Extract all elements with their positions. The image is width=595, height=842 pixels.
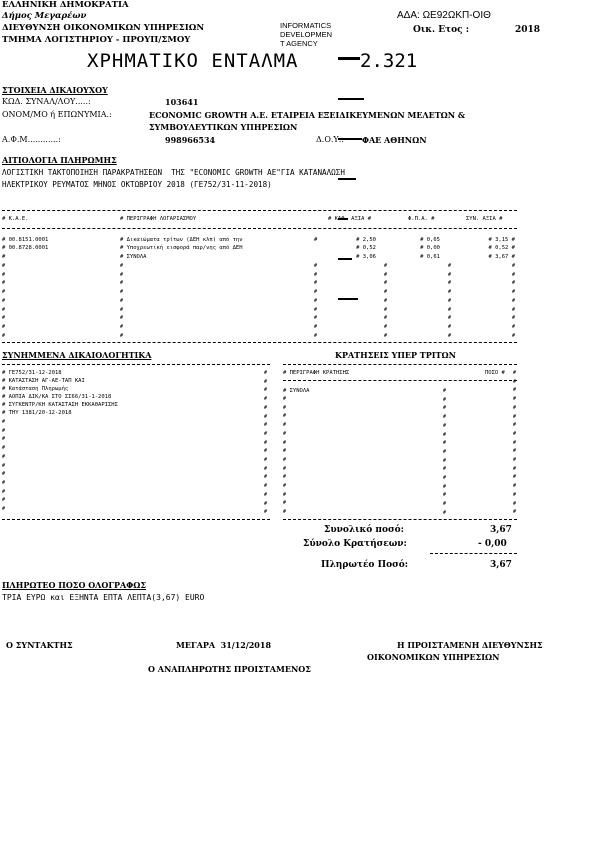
list-item: # ΓΕ752/31-12-2018	[2, 370, 62, 376]
row-kae: # 00.8151.0001	[2, 237, 49, 243]
justification-heading: ΑΙΤΙΟΛΟΓΙΑ ΠΛΗΡΩΜΗΣ	[2, 155, 117, 165]
list-item: # ΑΟΠΙΑ ΔΙΚ/ΚΑ ΣΤΟ ΣΣ66/31-1-2018	[2, 394, 112, 400]
name-label: ΟΝΟΜ/ΜΟ ή ΕΠΩΝΥΜΙΑ.:	[2, 110, 112, 119]
table-col-marker: # # # # # # # # #	[512, 263, 516, 339]
name-value-line1: ECONOMIC GROWTH Α.Ε. ΕΤΑΙΡΕΙΑ ΕΞΕΙΔΙΚΕΥΜΕΝΩΝ ΜΕΛΕΤΩΝ &	[149, 110, 466, 120]
withholdings-header-border	[283, 380, 517, 381]
document-number: 2.321	[360, 50, 418, 72]
total-amount-value: 3,67	[490, 525, 512, 535]
withholdings-col-marker: # # # # # # # # # # # # # #	[283, 396, 287, 516]
col-header-vat: Φ.Π.Α. #	[408, 216, 435, 222]
withholdings-col-marker: # # # # # # # # # # # # # # # # #	[513, 370, 517, 516]
row-description: # ΣΥΝΟΛΑ	[120, 254, 147, 260]
docs-col-marker: # # # # # # # # # # #	[2, 419, 6, 513]
header-country: ΕΛΛΗΝΙΚΗ ΔΗΜΟΚΡΑΤΙΑ	[2, 0, 129, 10]
row-vat-value: # 0,00	[420, 245, 440, 251]
row-net-value: # 2,50	[356, 237, 376, 243]
supplier-code-label: ΚΩΔ. ΣΥΝΑΛ/ΛΟΥ.....:	[2, 97, 91, 106]
tax-office-value: ΦΑΕ ΑΘΗΝΩΝ	[362, 135, 427, 145]
table-col-marker: # # # # # # # # #	[120, 263, 124, 339]
fiscal-year-value: 2018	[515, 25, 541, 35]
table-col-marker: # # # # # # # # #	[314, 263, 318, 339]
totals-divider	[430, 553, 517, 554]
list-item: # ΣΥΓΚΕΝΤΡ/ΚΗ ΚΑΤΑΣΤΑΣΗ ΕΚΚΑΘΑΡΙΣΗΣ	[2, 402, 118, 408]
col-header-kae: # Κ.Α.Ε.	[2, 216, 29, 222]
tax-office-label: Δ.Ο.Υ.:	[316, 135, 344, 144]
logo-icon	[338, 21, 368, 53]
beneficiary-heading: ΣΤΟΙΧΕΙΑ ΔΙΚΑΙΟΥΧΟΥ	[2, 85, 108, 95]
ada-code: ΑΔΑ: ΩΕ92ΩΚΠ-ΟΙΘ	[397, 10, 491, 21]
table-header-border	[2, 228, 517, 229]
amount-words-text: ΤΡΙΑ ΕΥΡΩ και ΕΞΗΝΤΑ ΕΠΤΑ ΛΕΠΤΑ(3,67) EURO	[2, 593, 205, 602]
row-description: # Υποχρεωτική εισφορά παρ/νης από ΔΕΗ	[120, 245, 243, 251]
row-vat-value: # 0,65	[420, 237, 440, 243]
supporting-docs-heading: ΣΥΝΗΜΜΕΝΑ ΔΙΚΑΙΟΛΟΓΗΤΙΚΑ	[2, 350, 152, 360]
list-item: # ΚΑΤΑΣΤΑΣΗ ΑΓ-ΑΕ-ΤΑΠ ΚΑΙ	[2, 378, 85, 384]
payable-amount-label: Πληρωτέο Ποσό:	[321, 560, 409, 570]
signature-place-date: ΜΕΓΑΡΑ 31/12/2018	[176, 640, 272, 650]
list-item: # Κατάσταση Πληρωμής	[2, 386, 69, 392]
table-top-border	[2, 210, 517, 211]
document-title: ΧΡΗΜΑΤΙΚΟ ΕΝΤΑΛΜΑ	[87, 50, 299, 72]
withholdings-bottom-border	[283, 519, 517, 520]
withholdings-col-description: # ΠΕΡΙΓΡΑΦΗ ΚΡΑΤΗΣΗΣ	[283, 370, 350, 376]
justification-line1: ΛΟΓΙΣΤΙΚΗ ΤΑΚΤΟΠΟΙΗΣΗ ΠΑΡΑΚΡΑΤΗΣΕΩΝ ΤΗΣ "ECONOMIC GROWTH ΑΕ"ΓΙΑ ΚΑΤΑΝΑΛΩΣΗ	[2, 168, 345, 177]
header-municipality: Δήμος Μεγαρέων	[2, 11, 87, 21]
row-kae: #	[2, 254, 6, 260]
table-col-marker: # # # # # # # # #	[448, 263, 452, 339]
list-item: # ΤΗΥ 1381/20-12-2018	[2, 410, 72, 416]
withholdings-col-amount: ΠΟΣΟ #	[485, 370, 505, 376]
row-net-value: # 0,52	[356, 245, 376, 251]
fiscal-year-label: Οικ. Ετος :	[413, 25, 470, 35]
docs-top-border	[2, 364, 270, 365]
table-col-marker: # # # # # # # # #	[384, 263, 388, 339]
signature-director-line1: Η ΠΡΟΙΣΤΑΜΕΝΗ ΔΙΕΥΘΥΝΣΗΣ	[397, 640, 543, 650]
amount-words-heading: ΠΛΗΡΩΤΕΟ ΠΟΣΟ ΟΛΟΓΡΑΦΩΣ	[2, 580, 146, 590]
header-department: ΤΜΗΜΑ ΛΟΓΙΣΤΗΡΙΟΥ - ΠΡΟΥΠ/ΣΜΟΥ	[2, 35, 191, 45]
withholdings-heading: ΚΡΑΤΗΣΕΙΣ ΥΠΕΡ ΤΡΙΤΩΝ	[335, 350, 456, 360]
afm-value: 998966534	[165, 135, 216, 145]
row-total-value: # 3,67 #	[488, 254, 515, 260]
withholdings-top-border	[283, 364, 517, 365]
row-net-value: # 3,06	[356, 254, 376, 260]
col-header-net: # ΚΑΘ. ΑΞΙΑ #	[328, 216, 372, 222]
table-col-marker: # # # # # # # # #	[2, 263, 6, 339]
table-bottom-border	[2, 342, 517, 343]
withholdings-col-marker: # # # # # # # # # # # # # # #	[443, 388, 447, 516]
row-vat-value: # 0,61	[420, 254, 440, 260]
signature-author: Ο ΣΥΝΤΑΚΤΗΣ	[6, 640, 73, 650]
docs-bottom-border	[2, 519, 270, 520]
col-header-total: ΣΥΝ. ΑΞΙΑ #	[466, 216, 503, 222]
total-withholdings-label: Σύνολο Κρατήσεων:	[303, 539, 407, 549]
justification-line2: ΗΛΕΚΤΡΙΚΟΥ ΡΕΥΜΑΤΟΣ ΜΗΝΟΣ ΟΚΤΩΒΡΙΟΥ 2018 (ΓΕ752/31-11-2018)	[2, 180, 272, 189]
supplier-code-value: 103641	[165, 97, 199, 107]
header-directorate: ΔΙΕΥΘΥΝΣΗ ΟΙΚΟΝΟΜΙΚΩΝ ΥΠΗΡΕΣΙΩΝ	[2, 23, 205, 33]
withholdings-totals-row: # ΣΥΝΟΛΑ	[283, 388, 310, 394]
payable-amount-value: 3,67	[490, 560, 512, 570]
col-header-description: # ΠΕΡΙΓΡΑΦΗ ΛΟΓΑΡΙΑΣΜΟΥ	[120, 216, 197, 222]
total-withholdings-value: - 0,00	[478, 539, 507, 549]
signature-director-line2: ΟΙΚΟΝΟΜΙΚΩΝ ΥΠΗΡΕΣΙΩΝ	[367, 652, 500, 662]
logo-text: INFORMATICS DEVELOPMEN T AGENCY	[280, 21, 333, 48]
total-amount-label: Συνολικό ποσό:	[324, 525, 404, 535]
row-total-value: # 0,52 #	[488, 245, 515, 251]
signature-deputy: Ο ΑΝΑΠΛΗΡΩΤΗΣ ΠΡΟΙΣΤΑΜΕΝΟΣ	[148, 664, 311, 674]
row-total-value: # 3,15 #	[488, 237, 515, 243]
afm-label: Α.Φ.Μ............:	[2, 135, 61, 144]
row-description: # Δικαιώματα τρίτων (ΔΕΗ κλπ) από την	[120, 237, 243, 243]
name-value-line2: ΣΥΜΒΟΥΛΕΥΤΙΚΩΝ ΥΠΗΡΕΣΙΩΝ	[149, 122, 298, 132]
docs-col-marker: # # # # # # # # # # # # # # # # #	[264, 370, 268, 516]
row-kae: # 00.8728.0001	[2, 245, 49, 251]
